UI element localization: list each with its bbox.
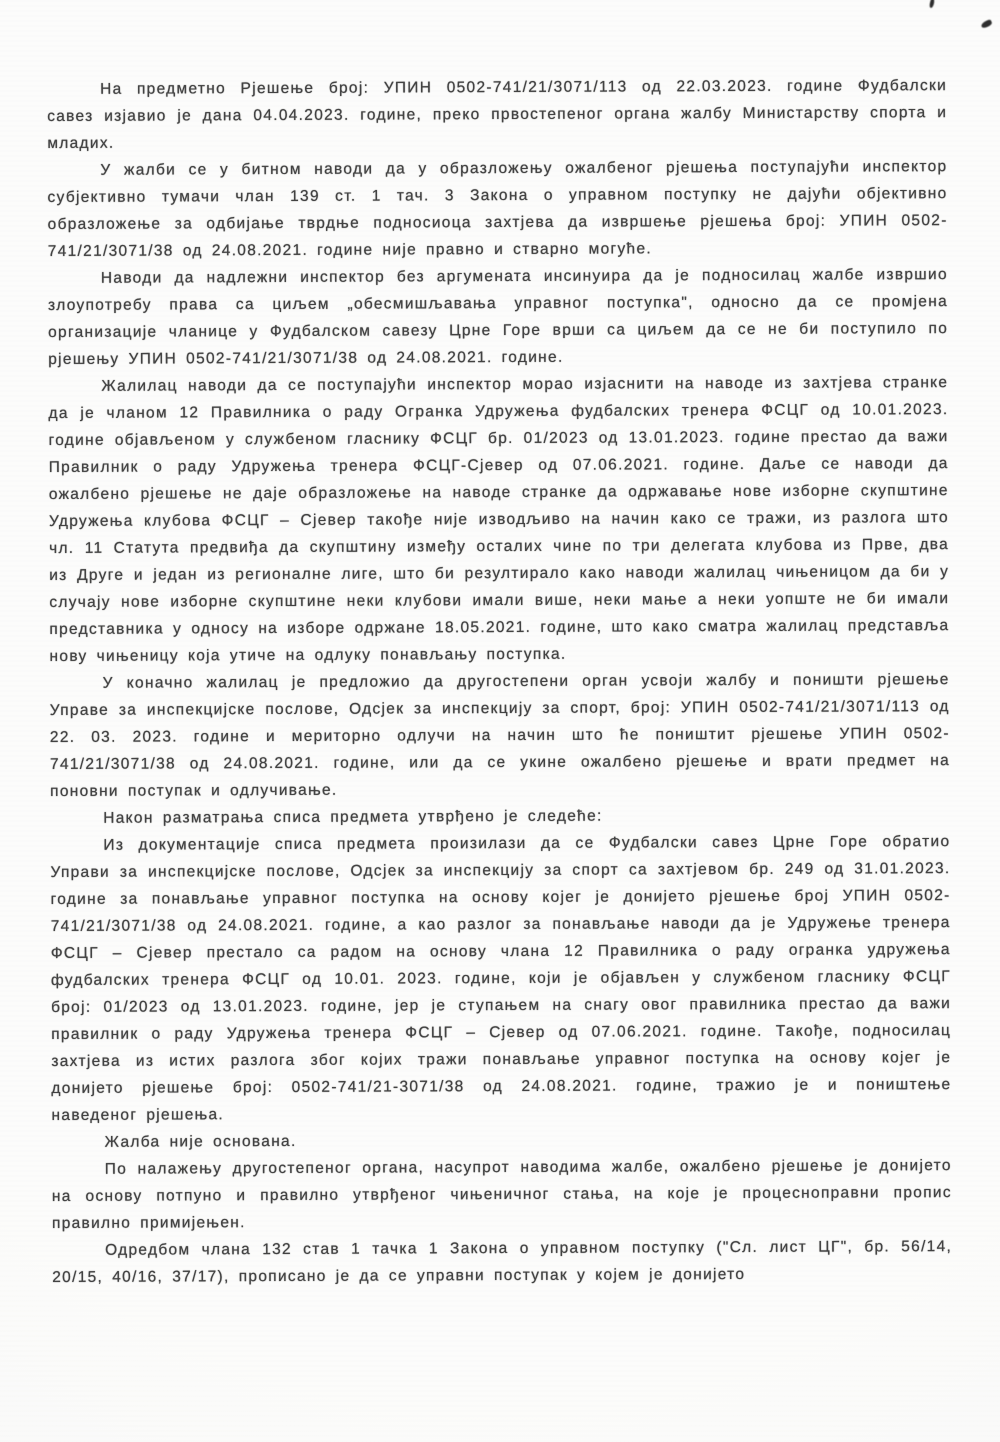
paragraph-appeal-claims: У жалби се у битном наводи да у образложењу ожалбеног рјешења поступајући инспектор субјективно тумачи члан 139 ст. 1 тач. 3 Закона о управном поступку не дајући објективно образложење за одбијање тврдње подносиоца захтјева да извршење рјешења број: УПИН 0502-741/21/3071/38 од 24.08.2021. године није правно и стварно могуће. [47,158,948,260]
paragraph-findings-intro: Након разматрања списа предмета утврђено је следеће: [103,807,603,827]
paragraph-inspector-insinuation: Наводи да надлежни инспектор без аргумената инсинуира да је подносилац жалбе извршио злоупотребу права са циљем „обесмишљавања управног поступка", односно да се промјена организације чланице у Фудбалском савезу Црне Горе врши са циљем да се не би поступило по рјешењу УПИН 0502-741/21/3071/38 од 24.08.2021. године. [47,266,949,368]
paragraph-appellant-proposal: У коначно жалилац је предложио да другостепени орган усвоји жалбу и поништи рјешење Управе за инспекцијске послове, Одсјек за инспекцију за спорт, број: УПИН 0502-741/21/3071/113 од 22. 03. 2023. године и мериторно одлучи на начин што ће поништит рјешење УПИН 0502-741/21/3071/38 од 24.08.2021. године, или да се укине ожалбено рјешење и врати предмет на поновни поступак и одлучивање. [49,671,951,800]
ink-mark-icon [929,0,935,8]
paragraph-appellant-statement: Жалилац наводи да се поступајући инспектор морао изјаснити на наводе из захтјева странке да је чланом 12 Правилника о раду Огранка Удружења фудбалских тренера ФСЦГ од 10.01.2023. године објављеном у службеном гласнику ФСЦГ бр. 01/2023 од 13.01.2023. године престао да важи Правилник о раду Удружења тренера ФСЦГ-Сјевер од 07.06.2021. године. Даље се наводи да ожалбено рјешење не даје образложење на наводе странке да одржавање нове изборне скупштине Удружења клубова ФСЦГ – Сјевер такође није изводљиво на начин како се тражи, из разлога што чл. 11 Статута предвиђа да скупштину између осталих чине по три делегата клубова из Прве, два из Друге и један из регионалне лиге, што би резултирало како наводи жалилац чињеницом да би у случају нове изборне скупштине неки клубови имали више, неки мање а неки уопште не би имали представника у односу на изборе одржане 18.05.2021. године, што како сматра жалилац представља нову чињеницу која утиче на одлуку понављању поступка. [48,374,950,665]
document-text [47,72,952,1291]
paragraph-case-file-summary: Из документације списа предмета произилази да се Фудбалски савез Црне Горе обратио Управи за инспекцијске послове, Одсјек за инспекцију за спорт са захтјевом бр. 249 од 31.01.2023. године за понављање управног поступка на основу којег је донијето рјешење број УПИН 0502-741/21/3071/38 од 24.08.2021. године, а као разлог за понављање наводи да је Удружење тренера ФСЦГ – Сјевер престало са радом на основу члана 12 Правилника о раду огранка удружења фудбалских тренера ФСЦГ од 10.01. 2023. године, који је објављен у службеном гласнику ФСЦГ број: 01/2023 од 13.01.2023. године, јер је ступањем на снагу овог правилника престао да важи правилник о раду Удружења тренера ФСЦГ – Сјевер од 07.06.2021. године. Такође, подносилац захтјева из истих разлога због којих тражи понављање управног поступка на основу којег је донијето рјешење број: 0502-741/21-3071/38 од 24.08.2021. године, тражио је и поништење наведеног рјешења. [50,833,952,1124]
paragraph-appeal-filed: На предметно Рјешење број: УПИН 0502-741/21/3071/113 од 22.03.2023. године Фудбалски савез изјавио је дана 04.04.2023. године, преко првостепеног органа жалбу Министарству спорта и младих. [47,77,948,152]
paragraph-second-instance-view: По налажењу другостепеног органа, насупрот наводима жалбе, ожалбено рјешење је донијето на основу потпуно и правилно утврђеног чињеничног стања, на које је процесноправни пропис правилно примијењен. [51,1157,952,1232]
paragraph-law-article-132: Одредбом члана 132 став 1 тачка 1 Закона о управном поступку ("Сл. лист ЦГ", бр. 56/14, 20/15, 40/16, 37/17), прописано је да се управни поступак у којем је донијето [52,1238,953,1286]
paragraph-appeal-unfounded: Жалба није основана. [104,1132,297,1151]
ink-mark-icon [980,19,992,29]
